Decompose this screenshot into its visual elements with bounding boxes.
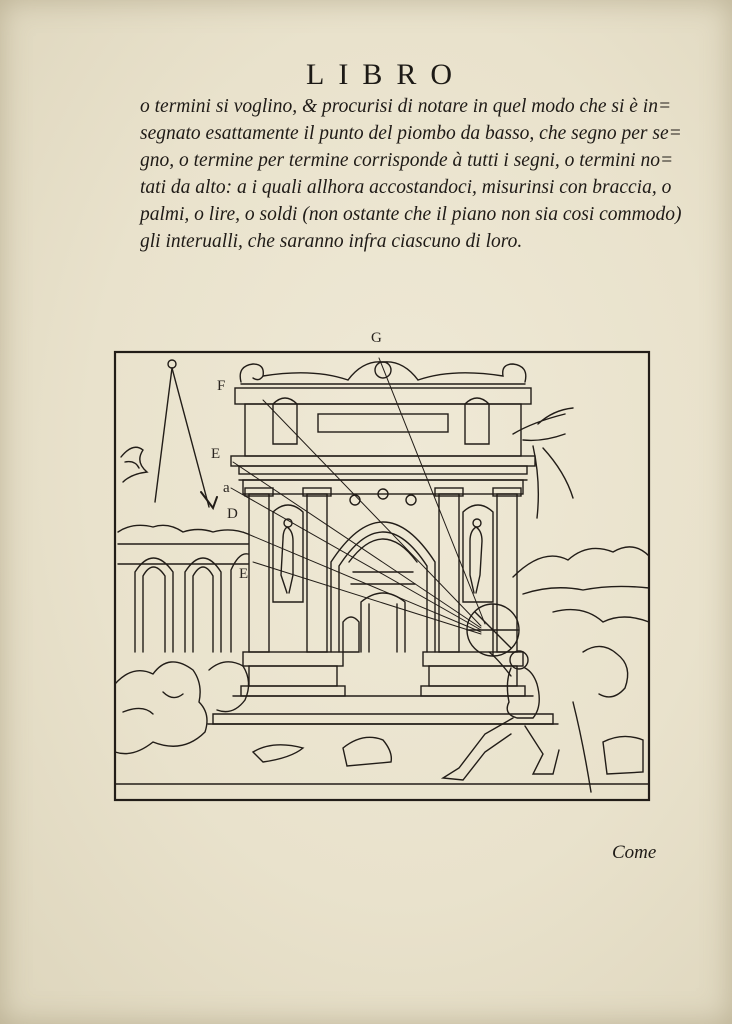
text-line: palmi, o lire, o soldi (non ostante che il piano non sia cosi commodo) [140,204,682,225]
text-line: segnato esattamente il punto del piombo da basso, che segno per se= [140,123,682,144]
catchword: Come [612,842,657,863]
triumphal-arch [231,362,535,696]
woodcut-illustration [113,322,653,802]
aqueduct-arches [118,525,248,652]
label-f: F [217,378,226,394]
text-line: tati da alto: a i quali allhora accostandoci, misurinsi con braccia, o [140,177,672,198]
surveyor-figure [443,604,559,780]
woodcut-figure [113,322,653,802]
plumb-line-triangle [155,360,217,508]
figure-frame [115,352,649,800]
label-d: D [227,506,238,522]
label-e: E [211,446,221,462]
label-a: a [223,480,230,496]
text-line: gno, o termine per termine corrisponde à tutti i segni, o termini no= [140,150,674,171]
text-line: gli interualli, che saranno infra ciascuno di loro. [140,231,523,252]
label-e-lower: E [239,566,249,582]
body-text [140,93,682,255]
text-line: o termini si voglino, & procurisi di notare in quel modo che si è in= [140,96,672,117]
running-head: LIBRO [306,58,466,91]
label-g: G [371,330,382,346]
